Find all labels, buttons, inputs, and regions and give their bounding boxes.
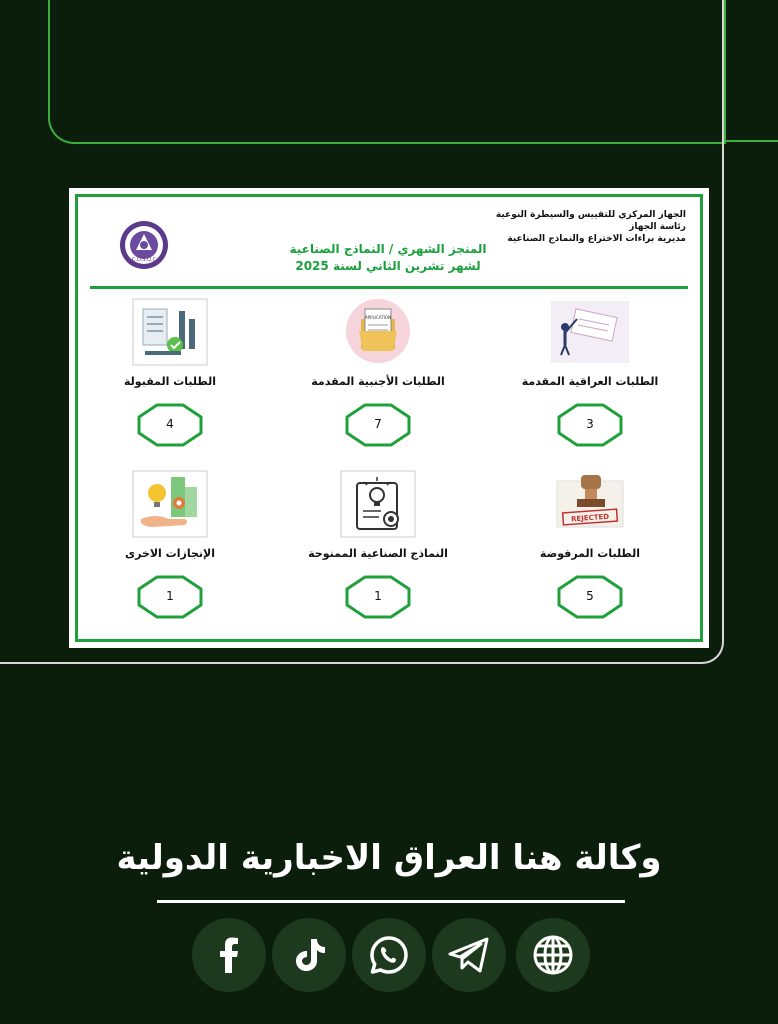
report-title-line-2: لشهر تشرين الثاني لسنة 2025 bbox=[295, 259, 481, 273]
stat-label: الطلبات المرفوضة bbox=[539, 547, 641, 560]
stat-granted-models bbox=[288, 469, 468, 619]
stat-value: 5 bbox=[586, 589, 594, 603]
agency-divider bbox=[157, 900, 625, 903]
logo-text: C.O.S.Q.C bbox=[131, 257, 157, 263]
stat-other-achievements bbox=[80, 469, 260, 619]
agency-name: وكالة هنا العراق الاخبارية الدولية bbox=[116, 838, 662, 878]
telegram-button[interactable] bbox=[432, 918, 506, 992]
stat-accepted bbox=[80, 297, 260, 447]
stat-label: الإنجازات الاخرى bbox=[125, 547, 215, 560]
report-card bbox=[69, 188, 709, 648]
stat-label: الطلبات المقبولة bbox=[124, 375, 216, 388]
stamp-text: REJECTED bbox=[570, 512, 610, 524]
stat-label: الطلبات العراقية المقدمة bbox=[521, 375, 659, 388]
stat-value-oval bbox=[557, 403, 623, 447]
tiktok-icon bbox=[289, 935, 329, 975]
stat-value-oval bbox=[137, 403, 203, 447]
stat-value-oval bbox=[345, 403, 411, 447]
org-line-1: الجهاز المركزي للتقييس والسيطرة النوعية bbox=[495, 210, 686, 220]
stat-value: 1 bbox=[166, 589, 174, 603]
telegram-icon bbox=[447, 935, 491, 975]
foreign-application-folder-icon bbox=[339, 297, 417, 367]
folder-text: APPLICATION bbox=[365, 315, 391, 320]
certificate-lightbulb-icon bbox=[339, 469, 417, 539]
stat-label: النماذج الصناعية الممنوحة bbox=[308, 547, 448, 560]
stat-iraqi-submitted bbox=[500, 297, 680, 447]
globe-icon bbox=[531, 933, 575, 977]
org-line-2: رئاسة الجهاز bbox=[629, 222, 686, 232]
top-frame-line bbox=[724, 0, 726, 142]
report-title-line-1: المنجز الشهري / النماذج الصناعية bbox=[289, 242, 487, 256]
stat-value: 1 bbox=[374, 589, 382, 603]
stat-label: الطلبات الأجنبية المقدمة bbox=[311, 375, 445, 388]
stat-value-oval bbox=[557, 575, 623, 619]
organization-header bbox=[496, 209, 686, 245]
innovation-hand-icon bbox=[131, 469, 209, 539]
stat-rejected bbox=[500, 469, 680, 619]
tiktok-button[interactable] bbox=[272, 918, 346, 992]
stat-value-oval bbox=[137, 575, 203, 619]
stat-value: 3 bbox=[586, 417, 594, 431]
header-divider bbox=[90, 286, 688, 289]
stat-value-oval bbox=[345, 575, 411, 619]
website-button[interactable] bbox=[516, 918, 590, 992]
report-title bbox=[258, 241, 518, 275]
org-line-3: مديرية براءات الاختراع والنماذج الصناعية bbox=[507, 234, 686, 244]
rejected-stamp-icon bbox=[551, 469, 629, 539]
approved-checklist-icon bbox=[131, 297, 209, 367]
facebook-icon bbox=[209, 935, 249, 975]
whatsapp-icon bbox=[368, 934, 410, 976]
stat-value: 7 bbox=[374, 417, 382, 431]
submission-illustration-icon bbox=[551, 297, 629, 367]
stat-value: 4 bbox=[166, 417, 174, 431]
whatsapp-button[interactable] bbox=[352, 918, 426, 992]
top-frame-extension bbox=[724, 140, 778, 142]
cosqc-logo bbox=[118, 219, 170, 271]
facebook-button[interactable] bbox=[192, 918, 266, 992]
report-card-border bbox=[75, 194, 703, 642]
stat-foreign-submitted bbox=[288, 297, 468, 447]
